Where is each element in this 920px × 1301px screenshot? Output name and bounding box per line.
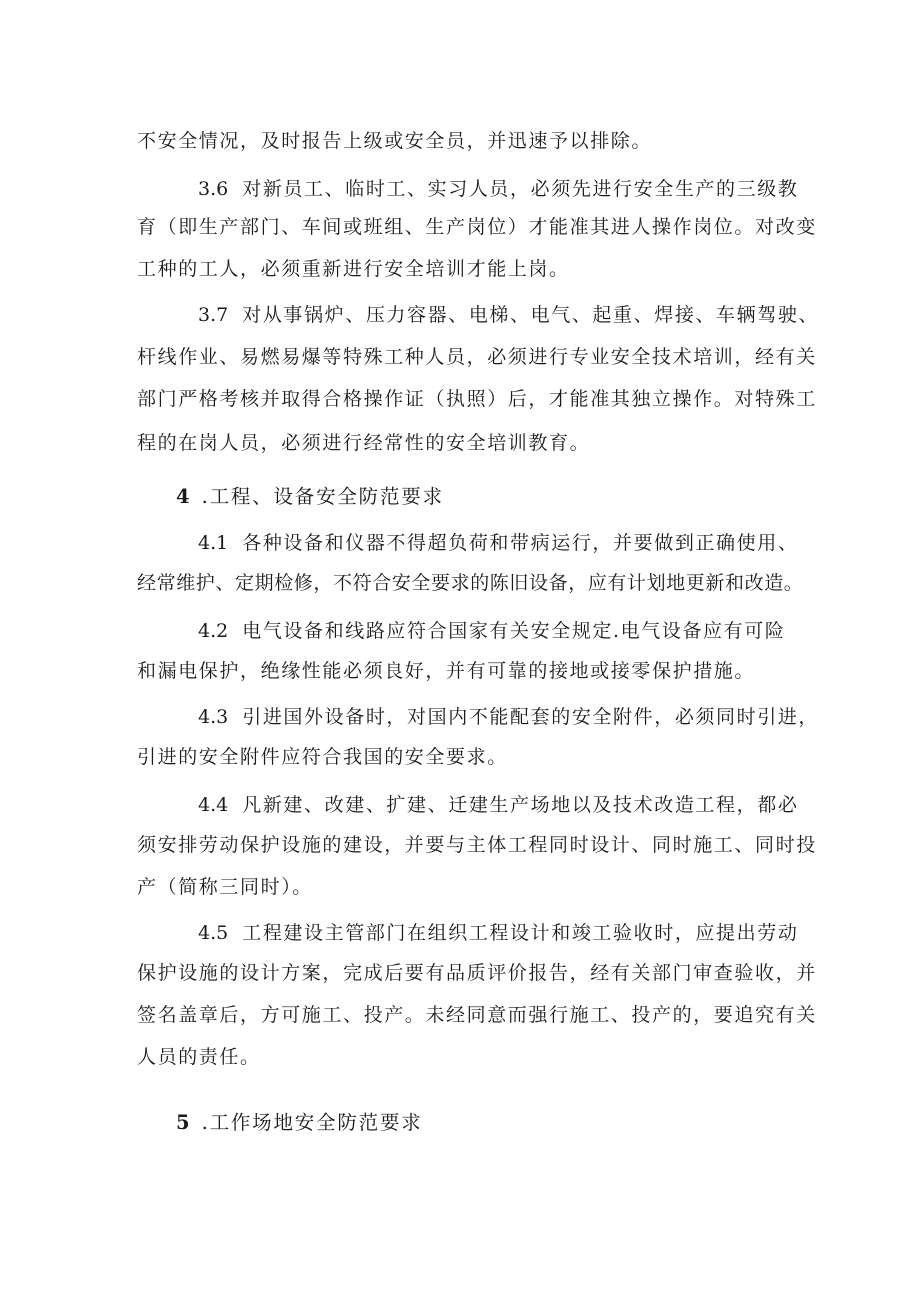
clause-4-4-line-3: 产（简称三同时）。 [137, 876, 313, 898]
clause-number: 4.5 [198, 922, 229, 944]
clause-number: 3.7 [198, 304, 229, 326]
clause-4-1-line-1 [198, 530, 798, 556]
paragraph-continuation-line: 不安全情况，及时报告上级或安全员，并迅速予以排除。 [137, 130, 653, 152]
clause-number: 4.3 [198, 706, 229, 728]
section-number: 5 [176, 1111, 190, 1134]
clause-4-4-line-2: 须安排劳动保护设施的建设，并要与主体工程同时设计、同时施工、同时投 [137, 834, 817, 856]
clause-4-5-line-4: 人员的责任。 [137, 1046, 261, 1068]
section-4-heading [176, 484, 444, 510]
clause-4-2-line-1 [198, 618, 785, 644]
clause-text: 对从事锅炉、压力容器、电梯、电气、起重、焊接、车辆驾驶、 [242, 304, 820, 326]
section-title: .工作场地安全防范要求 [201, 1111, 423, 1134]
clause-text: 工程建设主管部门在组织工程设计和竣工验收时，应提出劳动 [242, 922, 799, 944]
clause-3-7-line-1 [198, 302, 819, 328]
clause-text: 各种设备和仪器不得超负荷和带病运行，并要做到正确使用、 [242, 532, 799, 554]
clause-3-6-line-3: 工种的工人，必须重新进行安全培训才能上岗。 [137, 258, 570, 280]
clause-4-3-line-1 [198, 704, 819, 730]
clause-4-3-line-2: 引进的安全附件应符合我国的安全要求。 [137, 746, 508, 768]
clause-number: 4.4 [198, 794, 229, 816]
clause-text: 对新员工、临时工、实习人员，必须先进行安全生产的三级教 [242, 178, 799, 200]
clause-text: 电气设备和线路应符合国家有关安全规定.电气设备应有可险 [242, 620, 786, 642]
clause-4-1-line-2: 经常维护、定期检修，不符合安全要求的陈旧设备，应有计划地更新和改造。 [137, 572, 804, 594]
clause-4-2-line-2: 和漏电保护，绝缘性能必须良好，并有可靠的接地或接零保护措施。 [137, 660, 756, 682]
section-5-heading [176, 1110, 423, 1136]
clause-number: 3.6 [198, 178, 229, 200]
clause-3-7-line-2: 杆线作业、易燃易爆等特殊工种人员，必须进行专业安全技术培训，经有关 [137, 346, 817, 368]
section-number: 4 [176, 485, 190, 508]
clause-3-7-line-3: 部门严格考核并取得合格操作证（执照）后，才能准其独立操作。对特殊工 [137, 388, 817, 410]
clause-number: 4.1 [198, 532, 229, 554]
clause-number: 4.2 [198, 620, 229, 642]
clause-4-5-line-1 [198, 920, 798, 946]
clause-4-4-line-1 [198, 792, 798, 818]
clause-3-7-line-4: 程的在岗人员，必须进行经常性的安全培训教育。 [137, 432, 591, 454]
clause-4-5-line-3: 签名盖章后，方可施工、投产。未经同意而强行施工、投产的，要追究有关 [137, 1004, 817, 1026]
clause-text: 引进国外设备时，对国内不能配套的安全附件，必须同时引进， [242, 706, 820, 728]
clause-4-5-line-2: 保护设施的设计方案，完成后要有品质评价报告，经有关部门审查验收，并 [137, 962, 817, 984]
clause-text: 凡新建、改建、扩建、迁建生产场地以及技术改造工程，都必 [242, 794, 799, 816]
section-title: .工程、设备安全防范要求 [201, 485, 444, 508]
clause-3-6-line-2: 育（即生产部门、车间或班组、生产岗位）才能准其进人操作岗位。对改变 [137, 216, 817, 238]
clause-3-6-line-1 [198, 176, 798, 202]
